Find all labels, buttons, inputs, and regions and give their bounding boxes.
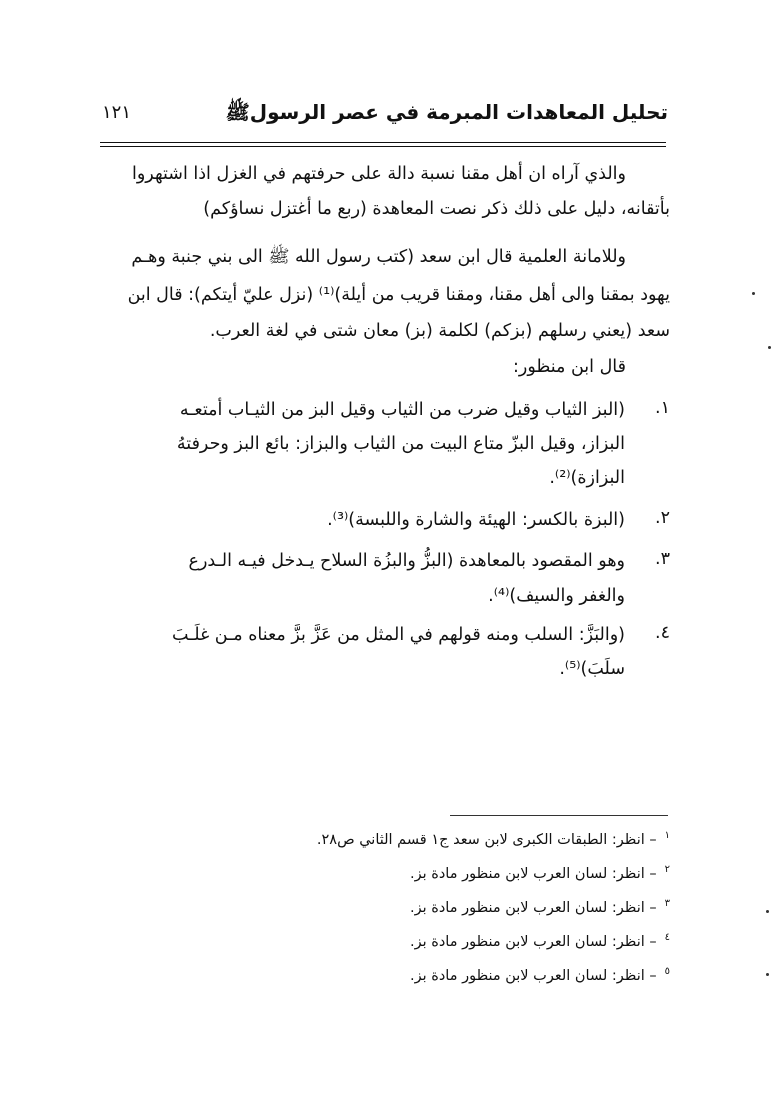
page-number: ١٢١	[102, 102, 132, 123]
scan-speck	[768, 346, 771, 349]
footnote-marker: ٣	[664, 898, 670, 909]
list-item-3-line2: والغفر والسيف)⁽⁴⁾.	[488, 586, 625, 606]
scan-speck	[752, 292, 755, 295]
paragraph1-line1: والذي آراه ان أهل مقنا نسبة دالة على حرفتهم في الغزل اذا اشتهروا	[131, 164, 626, 184]
list-item-4-line2: سلَبَ)⁽⁵⁾.	[559, 659, 625, 679]
list-item-2-line1: (البزة بالكسر: الهيئة والشارة واللبسة)⁽³⁾.	[327, 510, 625, 530]
scan-speck	[766, 910, 769, 913]
footnote-marker: ٢	[664, 864, 670, 875]
footnote-1	[317, 826, 670, 850]
list-item-number: ٣.	[655, 549, 670, 569]
scan-speck	[766, 973, 769, 976]
header-rule-bottom	[100, 146, 666, 147]
footnote-separator	[450, 815, 668, 816]
footnote-4	[410, 928, 670, 952]
intro-line: قال ابن منظور:	[513, 357, 626, 377]
list-item-3-line1: وهو المقصود بالمعاهدة (البزُّ والبزُة السلاح يـدخل فيـه الـدرع	[188, 551, 625, 571]
footnote-marker: ٥	[664, 966, 670, 977]
footnote-marker: ١	[664, 830, 670, 841]
paragraph2-line1: وللامانة العلمية قال ابن سعد (كتب رسول الله ﷺ الى بني جنبة وهـم	[131, 247, 626, 267]
paragraph1-line2: بأتقانه، دليل على ذلك ذكر نصت المعاهدة (ربع ما أغتزل نساؤكم)	[203, 199, 670, 219]
footnote-2	[410, 860, 670, 884]
footnote-text: – انظر: لسان العرب لابن منظور مادة بز.	[409, 967, 657, 984]
footnote-3	[410, 894, 670, 918]
paragraph2-line3: سعد (يعني رسلهم (بزكم) لكلمة (بز) معان شتى في لغة العرب.	[209, 321, 670, 341]
list-item-1-line3: البزازة)⁽²⁾.	[549, 468, 625, 488]
list-item-number: ٤.	[655, 623, 670, 643]
footnote-text: – انظر: لسان العرب لابن منظور مادة بز.	[409, 865, 657, 882]
running-header-title: تحليل المعاهدات المبرمة في عصر الرسولﷺ	[225, 100, 668, 124]
list-item-4-line1: (والبَزَّ: السلب ومنه قولهم في المثل من عَزَّ بزَّ معناه مـن غلَـبَ	[171, 625, 625, 645]
footnote-5	[410, 962, 670, 986]
list-item-number: ٢.	[655, 508, 670, 528]
paragraph2-line2: يهود بمقنا والى أهل مقنا، ومقنا قريب من أيلة)⁽¹⁾ (نزل عليّ أيتكم): قال ابن	[127, 285, 670, 305]
footnote-text: – انظر: لسان العرب لابن منظور مادة بز.	[409, 899, 657, 916]
footnote-text: – انظر: الطبقات الكبرى لابن سعد ج١ قسم الثاني ص٢٨.	[316, 831, 657, 848]
list-item-1-line1: (البز الثياب وقيل ضرب من الثياب وقيل البز من الثيـاب أمتعـه	[179, 400, 625, 420]
list-item-number: ١.	[655, 398, 670, 418]
footnote-text: – انظر: لسان العرب لابن منظور مادة بز.	[409, 933, 657, 950]
footnote-marker: ٤	[664, 932, 670, 943]
list-item-1-line2: البزاز، وقيل البزّ متاع البيت من الثياب والبزاز: بائع البز وحرفتهُ	[176, 434, 625, 454]
header-rule-top	[100, 142, 666, 143]
